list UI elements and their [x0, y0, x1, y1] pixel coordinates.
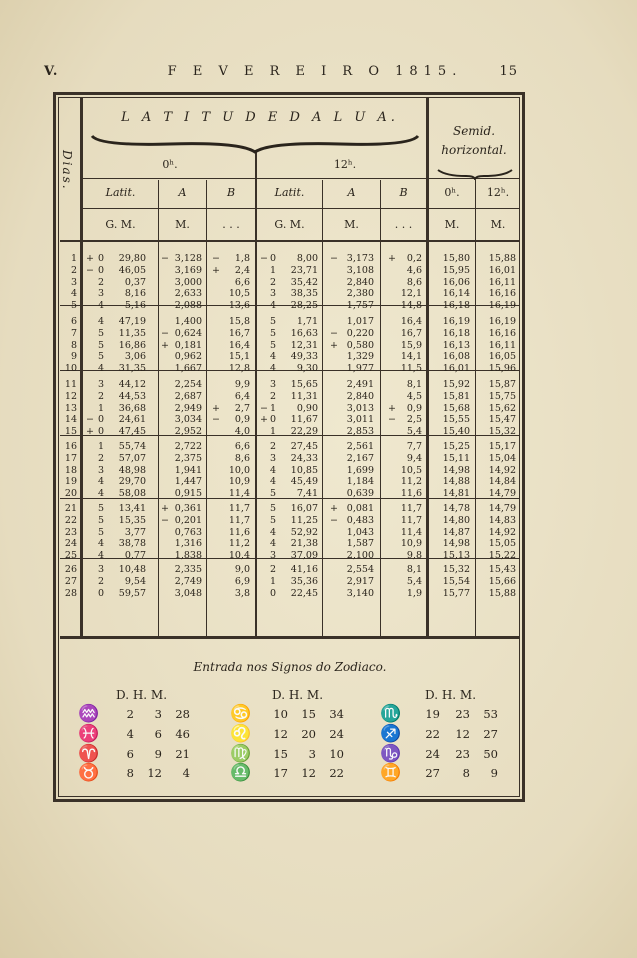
- entry-day: 24: [425, 747, 440, 761]
- aries-icon: ♈: [78, 744, 100, 764]
- semid-0h-values: 15,80 15,95 16,06 16,14 16,18: [442, 253, 470, 312]
- entry-minute: 10: [329, 747, 344, 761]
- min-latit-12: 41,16 35,36 22,45: [290, 564, 318, 599]
- sign-latit-0: + −: [86, 253, 94, 276]
- header-rule: [60, 240, 520, 242]
- capricorn-icon: ♑: [380, 744, 402, 764]
- semid-0h-values: 16,19 16,18 16,13 16,08 16,01: [442, 316, 470, 375]
- dhm-header: D. H. M.: [116, 688, 168, 702]
- dhm-header: D. H. M.: [272, 688, 324, 702]
- deg-latit-12: 2 3 4 4 5: [269, 441, 276, 500]
- val-b-12: 7,7 9,4 10,5 11,2 11,6: [400, 441, 422, 500]
- day-numbers: 16 17 18 19 20: [64, 441, 77, 500]
- sign-latit-12: −: [260, 253, 268, 264]
- entry-day: 27: [425, 766, 440, 780]
- min-latit-0: 13,41 15,35 3,77 38,78 0,77: [118, 503, 146, 562]
- unit-dots-b0: . . .: [222, 218, 240, 231]
- entry-day: 12: [273, 727, 288, 741]
- sign-a-0: + −: [161, 503, 169, 526]
- entry-minute: 28: [175, 707, 190, 721]
- col-a-0: A: [178, 186, 187, 199]
- semid-0h-values: 14,78 14,80 14,87 14,98 15,13: [442, 503, 470, 562]
- deg-latit-12: 5 5 5 4 4: [269, 316, 276, 375]
- unit-gm-12: G. M.: [274, 218, 305, 231]
- entry-hour: 8: [462, 766, 470, 780]
- semid-label: [428, 122, 520, 160]
- table-bottom-rule: [60, 636, 520, 639]
- sagittarius-icon: ♐: [380, 724, 402, 744]
- semid-line: Semid.: [452, 124, 496, 138]
- taurus-icon: ♉: [78, 763, 100, 783]
- entry-minute: 50: [483, 747, 498, 761]
- val-b-12: 8,1 5,4 1,9: [406, 564, 422, 599]
- val-b-12: 11,7 11,7 11,4 10,9 9,8: [400, 503, 422, 562]
- semid-12h-values: 15,17 15,04 14,92 14,84 14,79: [488, 441, 516, 500]
- entry-hour: 12: [455, 727, 470, 741]
- val-a-12: 3,173 3,108 2,840 2,380 1,757: [346, 253, 374, 312]
- val-a-0: 2,722 2,375 1,941 1,447 0,915: [174, 441, 202, 500]
- val-b-0: 9,0 6,9 3,8: [234, 564, 250, 599]
- sign-b-12: +: [388, 253, 396, 264]
- semid-12h-values: 14,79 14,83 14,92 15,05 15,22: [488, 503, 516, 562]
- semid-12h-values: 15,88 16,01 16,11 16,16 16,19: [488, 253, 516, 312]
- entry-day: 19: [425, 707, 440, 721]
- sign-a-12: + −: [330, 503, 338, 526]
- col-rule: [158, 180, 159, 637]
- col-semid-0h: 0ʰ.: [444, 186, 460, 199]
- deg-latit-0: 3 2 0: [97, 564, 104, 599]
- val-a-0: 2,254 2,687 2,949 3,034 2,952: [174, 379, 202, 438]
- header-rule: [83, 208, 520, 209]
- semid-12h-values: 16,19 16,16 16,11 16,05 15,96: [488, 316, 516, 375]
- sign-b-0: + −: [212, 402, 220, 426]
- entry-minute: 34: [329, 707, 344, 721]
- sign-a-0: −: [161, 253, 169, 264]
- entry-hour: 20: [301, 727, 316, 741]
- deg-latit-12: 3 2 1 0 1: [269, 379, 276, 438]
- col-b-12: B: [399, 186, 408, 199]
- semid-12h-values: 15,43 15,66 15,88: [488, 564, 516, 599]
- entry-minute: 9: [490, 766, 498, 780]
- entry-minute: 46: [175, 727, 190, 741]
- col-b-0: B: [226, 186, 236, 199]
- col-rule: [206, 180, 207, 637]
- zodiac-title: Entrada nos Signos do Zodiaco.: [193, 660, 387, 674]
- val-a-12: 2,491 2,840 3,013 3,011 2,853: [346, 379, 374, 438]
- col-a-12: A: [347, 186, 356, 199]
- half-12h-label: 12ʰ.: [333, 158, 357, 171]
- val-b-12: 8,1 4,5 0,9 2,5 5,4: [406, 379, 422, 438]
- min-latit-0: 55,74 57,07 48,98 29,70 58,08: [118, 441, 146, 500]
- day-numbers: 1 2 3 4 5: [70, 253, 77, 312]
- deg-latit-12: 2 1 0: [269, 564, 276, 599]
- val-a-0: 1,400 0,624 0,181 0,962 1,667: [174, 316, 202, 375]
- entry-minute: 4: [182, 766, 190, 780]
- unit-m-a0: M.: [175, 218, 190, 231]
- day-numbers: 26 27 28: [64, 564, 77, 599]
- min-latit-12: 16,07 11,25 52,92 21,38 37,09: [290, 503, 318, 562]
- entry-hour: 12: [301, 766, 316, 780]
- semid-0h-values: 15,92 15,81 15,68 15,55 15,40: [442, 379, 470, 438]
- sign-b-12: + −: [388, 402, 396, 426]
- entry-minute: 21: [175, 747, 190, 761]
- gemini-icon: ♊: [380, 763, 402, 783]
- day-numbers: 21 22 23 24 25: [64, 503, 77, 562]
- val-a-12: 2,554 2,917 3,140: [346, 564, 374, 599]
- min-latit-0: 47,19 11,35 16,86 3,06 31,35: [118, 316, 146, 375]
- sign-latit-0: − +: [86, 414, 94, 438]
- day-numbers: 11 12 13 14 15: [64, 379, 77, 438]
- sign-a-0: − +: [161, 327, 169, 351]
- sign-a-12: −: [330, 253, 338, 264]
- unit-dots-b12: . . .: [394, 218, 413, 231]
- table-title: L A T I T U D E D A L U A.: [121, 110, 399, 125]
- half-0h-label: 0ʰ.: [162, 158, 178, 171]
- sign-latit-12: − +: [260, 402, 268, 426]
- pisces-icon: ♓: [78, 724, 100, 744]
- val-a-0: 2,335 2,749 3,048: [174, 564, 202, 599]
- col-rule: [475, 180, 476, 637]
- unit-m-0h: M.: [444, 218, 460, 231]
- deg-latit-12: 0 1 2 3 4: [269, 253, 276, 312]
- header-left-mark: V.: [44, 64, 59, 79]
- val-a-12: 0,081 0,483 1,043 1,587 2,100: [346, 503, 374, 562]
- entry-hour: 12: [147, 766, 162, 780]
- semid-line: horizontal.: [441, 143, 507, 157]
- val-a-0: 0,361 0,201 0,763 1,316 1,838: [174, 503, 202, 562]
- deg-latit-0: 4 5 5 5 4: [97, 316, 104, 375]
- unit-m-12h: M.: [490, 218, 506, 231]
- entry-hour: 15: [301, 707, 316, 721]
- val-b-0: 11,7 11,7 11,6 11,2 10,4: [228, 503, 250, 562]
- entry-minute: 27: [483, 727, 498, 741]
- page-number: 15: [499, 64, 518, 79]
- entry-hour: 6: [154, 727, 162, 741]
- brace-ornament: [90, 132, 420, 154]
- val-b-0: 9,9 6,4 2,7 0,9 4,0: [234, 379, 250, 438]
- entry-day: 22: [425, 727, 440, 741]
- days-label: Dias.: [60, 150, 74, 191]
- sign-b-0: − +: [212, 253, 220, 276]
- entry-day: 6: [126, 747, 134, 761]
- val-b-0: 6,6 8,6 10,0 10,9 11,4: [228, 441, 250, 500]
- deg-latit-0: 5 5 5 4 4: [97, 503, 104, 562]
- entry-hour: 3: [308, 747, 316, 761]
- entry-hour: 9: [154, 747, 162, 761]
- entry-minute: 24: [329, 727, 344, 741]
- deg-latit-0: 0 0 2 3 4: [97, 253, 104, 312]
- dhm-header: D. H. M.: [425, 688, 477, 702]
- entry-day: 10: [273, 707, 288, 721]
- semid-0h-values: 15,25 15,11 14,98 14,88 14,81: [442, 441, 470, 500]
- entry-day: 17: [273, 766, 288, 780]
- val-b-12: 16,4 16,7 15,9 14,1 11,5: [400, 316, 422, 375]
- day-numbers: 6 7 8 9 10: [64, 316, 77, 375]
- col-latit-12: Latit.: [274, 186, 305, 199]
- semid-12h-values: 15,87 15,75 15,62 15,47 15,32: [488, 379, 516, 438]
- val-a-12: 1,017 0,220 0,580 1,329 1,977: [346, 316, 374, 375]
- val-b-0: 15,8 16,7 16,4 15,1 12,8: [228, 316, 250, 375]
- col-rule: [380, 180, 381, 637]
- semid-0h-values: 15,32 15,54 15,77: [442, 564, 470, 599]
- aquarius-icon: ♒: [78, 704, 100, 724]
- semid-brace-ornament: [436, 168, 514, 180]
- deg-latit-0: 3 2 1 0 0: [97, 379, 104, 438]
- min-latit-0: 10,48 9,54 59,57: [118, 564, 146, 599]
- val-b-12: 0,2 4,6 8,6 12,1 14,8: [400, 253, 422, 312]
- min-latit-12: 8,00 23,71 35,42 38,35 28,25: [290, 253, 318, 312]
- unit-gm-0: G. M.: [105, 218, 136, 231]
- unit-m-a12: M.: [344, 218, 359, 231]
- scorpio-icon: ♏: [380, 704, 402, 724]
- virgo-icon: ♍: [230, 744, 252, 764]
- entry-day: 4: [126, 727, 134, 741]
- min-latit-12: 15,65 11,31 0,90 11,67 22,29: [290, 379, 318, 438]
- col-latit-0: Latit.: [105, 186, 136, 199]
- entry-minute: 22: [329, 766, 344, 780]
- entry-minute: 53: [483, 707, 498, 721]
- min-latit-0: 29,80 46,05 0,37 8,16 5,16: [118, 253, 146, 312]
- val-a-0: 3,128 3,169 3,000 2,633 2,088: [174, 253, 202, 312]
- entry-hour: 23: [455, 707, 470, 721]
- entry-day: 8: [126, 766, 134, 780]
- entry-hour: 3: [154, 707, 162, 721]
- entry-day: 15: [273, 747, 288, 761]
- leo-icon: ♌: [230, 724, 252, 744]
- val-b-0: 1,8 2,4 6,6 10,5 13,6: [228, 253, 250, 312]
- sign-a-12: − +: [330, 327, 338, 351]
- header-month-title: F E V E R E I R O 1815.: [167, 64, 463, 79]
- min-latit-12: 27,45 24,33 10,85 45,49 7,41: [290, 441, 318, 500]
- deg-latit-12: 5 5 4 4 3: [269, 503, 276, 562]
- col-semid-12h: 12ʰ.: [486, 186, 510, 199]
- val-a-12: 2,561 2,167 1,699 1,184 0,639: [346, 441, 374, 500]
- deg-latit-0: 1 2 3 4 4: [97, 441, 104, 500]
- min-latit-12: 1,71 16,63 12,31 49,33 9,30: [290, 316, 318, 375]
- col-rule: [322, 180, 323, 637]
- entry-hour: 23: [455, 747, 470, 761]
- cancer-icon: ♋: [230, 704, 252, 724]
- min-latit-0: 44,12 44,53 36,68 24,61 47,45: [118, 379, 146, 438]
- entry-day: 2: [126, 707, 134, 721]
- libra-icon: ♎: [230, 763, 252, 783]
